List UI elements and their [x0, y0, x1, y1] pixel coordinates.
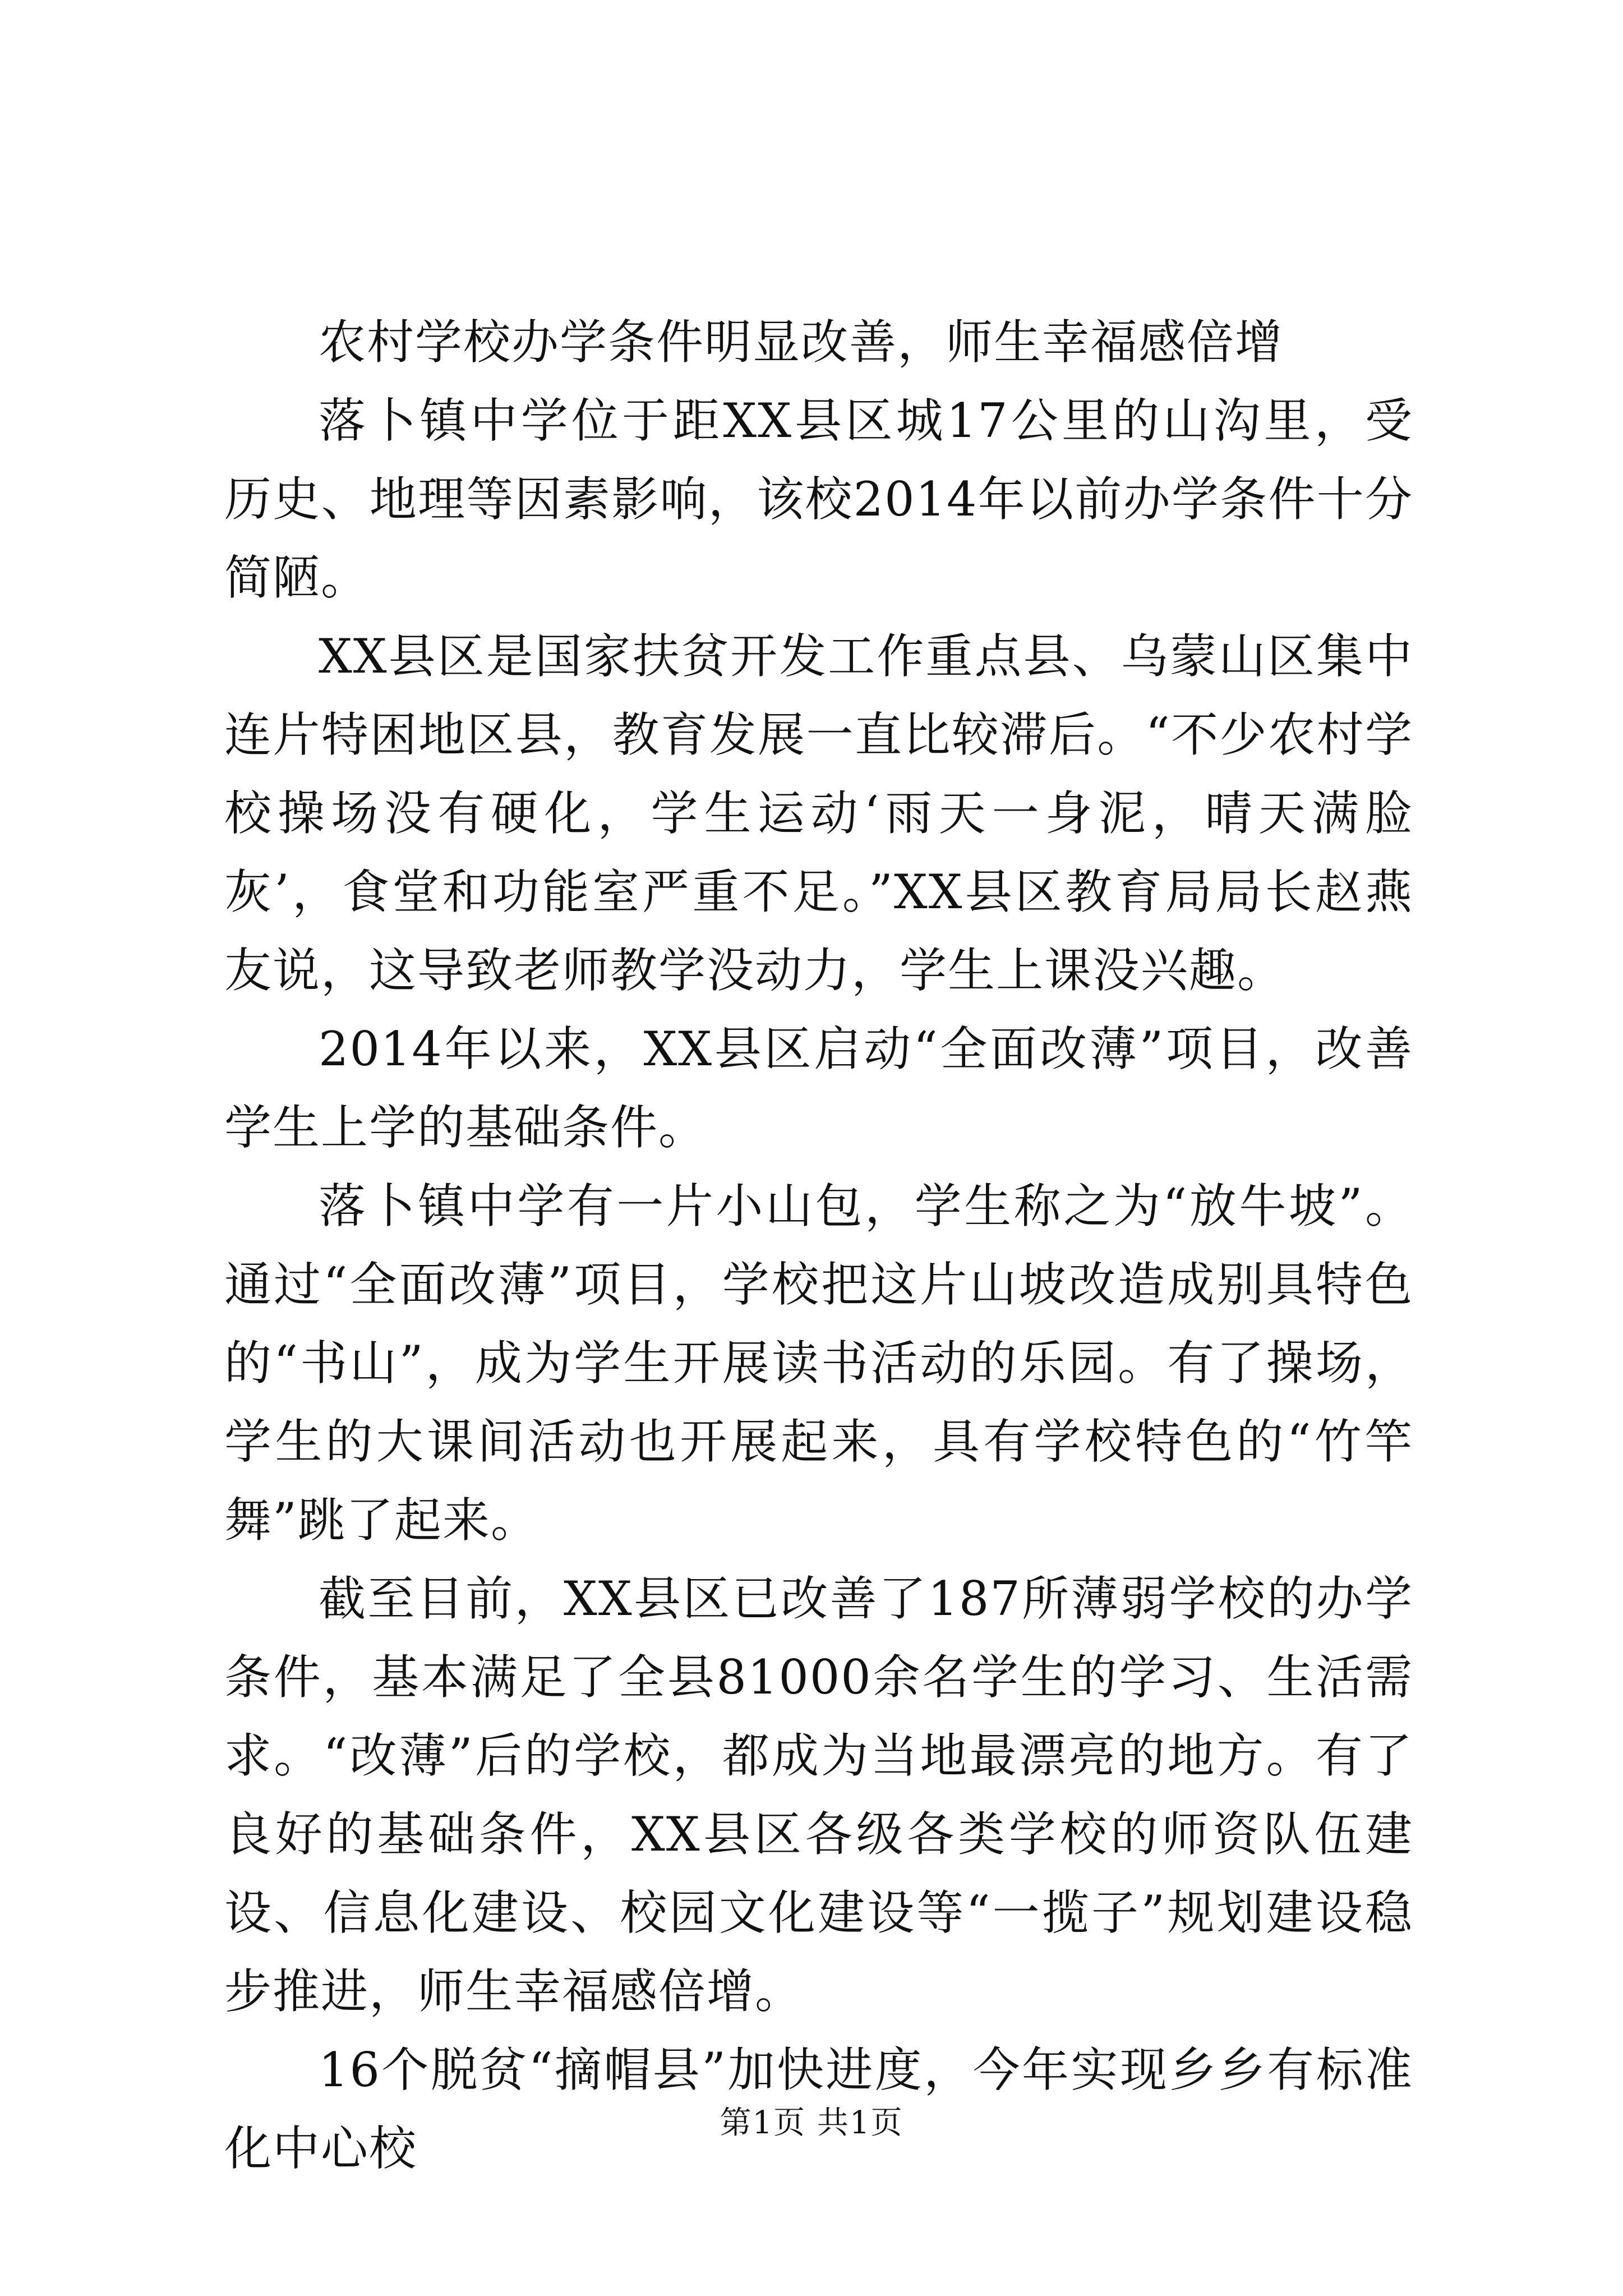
paragraph: 16个脱贫“摘帽县”加快进度，今年实现乡乡有标准化中心校: [224, 2042, 1413, 2176]
paragraph-heading: 农村学校办学条件明显改善，师生幸福感倍增: [319, 315, 1284, 370]
document-body: [224, 303, 1413, 2188]
paragraph: 落卜镇中学位于距XX县区城17公里的山沟里，受历史、地理等因素影响，该校2014年以前办学条件十分简陋。: [224, 393, 1413, 605]
paragraph: XX县区是国家扶贫开发工作重点县、乌蒙山区集中连片特困地区县，教育发展一直比较滞后。“不少农村学校操场没有硬化，学生运动‘雨天一身泥，晴天满脸灰’，食堂和功能室严重不足。”XX县区教育局局长赵燕友说，这导致老师教学没动力，学生上课没兴趣。: [224, 629, 1413, 998]
paragraph: 落卜镇中学有一片小山包，学生称之为“放牛坡”。通过“全面改薄”项目，学校把这片山坡改造成别具特色的“书山”，成为学生开展读书活动的乐园。有了操场，学生的大课间活动也开展起来，具有学校特色的“竹竿舞”跳了起来。: [224, 1179, 1413, 1548]
paragraph: 截至目前，XX县区已改善了187所薄弱学校的办学条件，基本满足了全县81000余名学生的学习、生活需求。“改薄”后的学校，都成为当地最漂亮的地方。有了良好的基础条件，XX县区各级各类学校的师资队伍建设、信息化建设、校园文化建设等“一揽子”规划建设稳步推进，师生幸福感倍增。: [224, 1571, 1413, 2019]
paragraph: 2014年以来，XX县区启动“全面改薄”项目，改善学生上学的基础条件。: [224, 1022, 1413, 1155]
page-number-footer: 第1页 共1页: [720, 2105, 903, 2141]
